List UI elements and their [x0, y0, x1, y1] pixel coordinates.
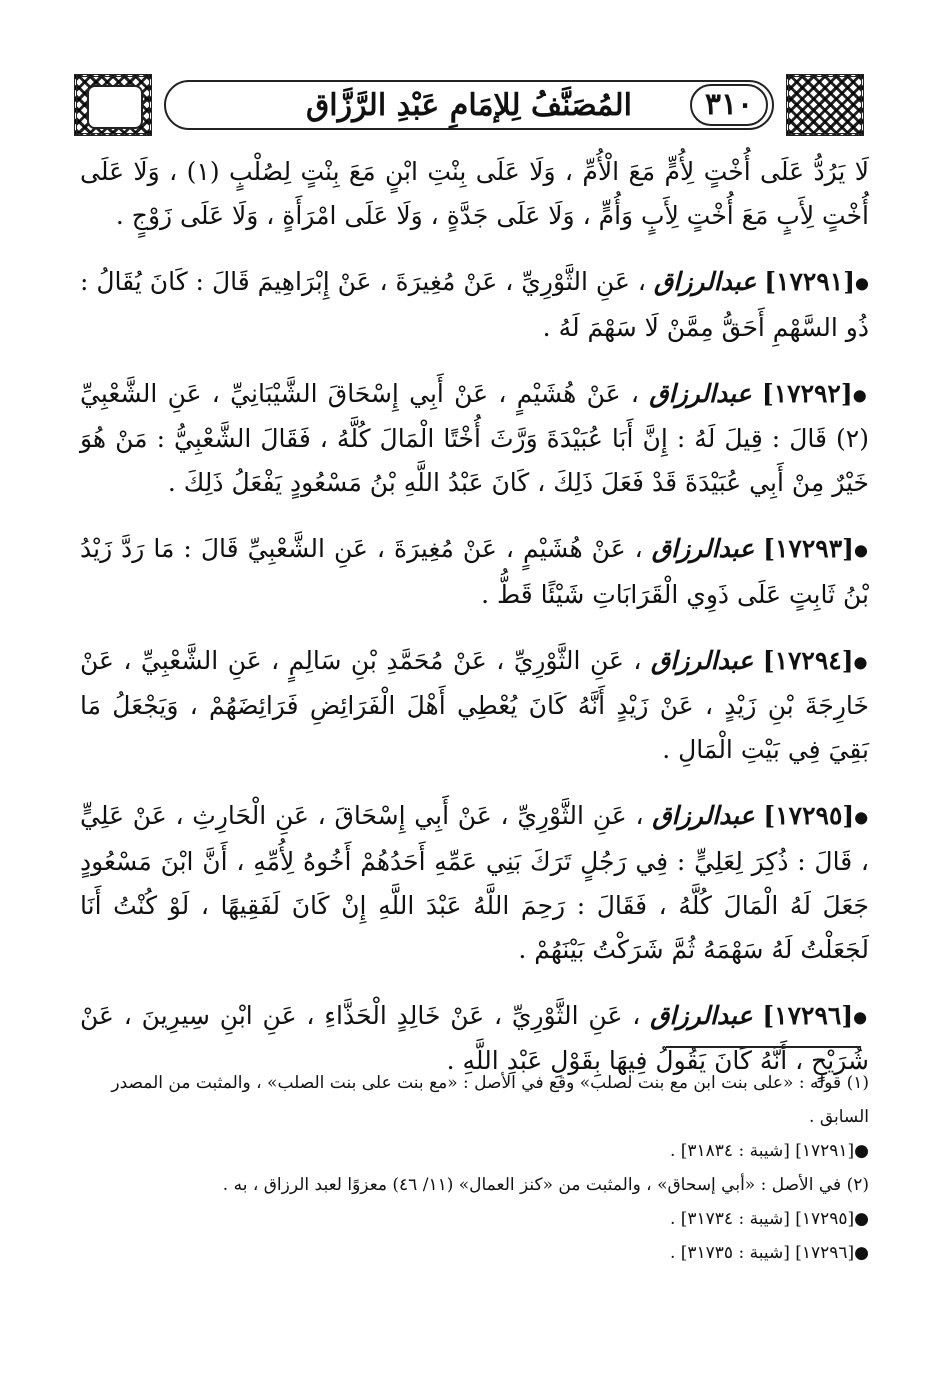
entry-number: [١٧٢٩٥]	[763, 801, 855, 830]
right-ornament	[786, 74, 864, 136]
hadith-entry	[80, 372, 869, 506]
footnote-divider	[666, 1046, 861, 1048]
hadith-entry	[80, 794, 869, 972]
footnote: ●[١٧٢٩٥] [شيبة : ٣١٧٣٤] .	[669, 1209, 869, 1229]
bullet-icon: ●	[852, 385, 869, 404]
left-ornament	[74, 74, 152, 136]
entry-author: عبدالرزاق	[651, 534, 755, 563]
hadith-entry	[80, 639, 869, 773]
main-text	[80, 150, 869, 1105]
entry-author: عبدالرزاق	[652, 801, 755, 830]
entry-number: [١٧٢٩٤]	[762, 645, 854, 675]
entry-text: ، عَنِ الثَّوْرِيِّ ، عَنْ مُغِيرَةَ ، عَنْ إِبْرَاهِيمَ قَالَ : كَانَ يُقَالُ : ذُو السَّهْمِ أَحَقُّ مِمَّنْ لَا سَهْمَ لَهُ .	[80, 267, 869, 342]
hadith-entry	[80, 527, 869, 617]
footnote: (١) قوله : «على بنت ابن مع بنت لصلب» وقع في الأصل : «مع بنت على بنت الصلب» ، والمثبت من المصدر السابق .	[111, 1073, 869, 1127]
page-number: ٣١٠	[690, 84, 768, 126]
footnote: ●[١٧٢٩٦] [شيبة : ٣١٧٣٥] .	[669, 1243, 869, 1263]
footnote: ●[١٧٢٩١] [شيبة : ٣١٨٣٤] .	[669, 1141, 869, 1161]
footnote: (٢) في الأصل : «أبي إسحاق» ، والمثبت من «كنز العمال» (١١/ ٤٦) معزوًا لعبد الرزاق ، به .	[222, 1175, 869, 1195]
entry-text: ، عَنِ الثَّوْرِيِّ ، عَنْ أَبِي إِسْحَاقَ ، عَنِ الْحَارِثِ ، عَنْ عَلِيٍّ ، قَالَ : ذُكِرَ لِعَلِيٍّ : فِي رَجُلٍ تَرَكَ بَنِي عَمِّهِ أَحَدُهُمْ أَخُوهُ لِأُمِّهِ ، أَنَّ ابْنَ مَسْعُودٍ جَعَلَ لَهُ الْمَالَ كُلَّهُ ، فَقَالَ : رَحِمَ اللَّهُ عَبْدَ اللَّهِ إِنْ كَانَ لَفَقِيهًا ، لَوْ كُنْتُ أَنَا لَجَعَلْتُ لَهُ سَهْمَهُ ثُمَّ شَرَكْتُ بَيْنَهُمْ .	[80, 801, 870, 964]
intro-paragraph: لَا يَرُدُّ عَلَى أُخْتٍ لِأُمٍّ مَعَ الْأُمِّ ، وَلَا عَلَى بِنْتِ ابْنٍ مَعَ بِنْتٍ لِصُلْبٍ (١) ، وَلَا عَلَى أُخْتٍ لِأَبٍ مَعَ أُخْتٍ لِأَبٍ وَأُمٍّ ، وَلَا عَلَى جَدَّةٍ ، وَلَا عَلَى امْرَأَةٍ ، وَلَا عَلَى زَوْجٍ .	[80, 157, 869, 230]
bullet-icon: ●	[855, 273, 870, 293]
entry-number: [١٧٢٩٢]	[761, 378, 853, 408]
entry-author: عبدالرزاق	[650, 1000, 753, 1030]
entry-number: [١٧٢٩٦]	[762, 1000, 854, 1030]
bullet-icon: ●	[853, 1007, 870, 1026]
entry-author: عبدالرزاق	[650, 645, 754, 675]
entry-text: ، عَنِ الثَّوْرِيِّ ، عَنْ مُحَمَّدِ بْنِ سَالِمٍ ، عَنِ الشَّعْبِيِّ ، عَنْ خَارِجَةَ بْنِ زَيْدٍ ، عَنْ زَيْدٍ أَنَّهُ كَانَ يُعْطِي أَهْلَ الْفَرَائِضِ فَرَائِضَهُمْ ، وَيَجْعَلُ مَا بَقِيَ فِي بَيْتِ الْمَالِ .	[80, 645, 869, 764]
entry-text: ، عَنِ الثَّوْرِيِّ ، عَنْ خَالِدٍ الْحَذَّاءِ ، عَنِ ابْنِ سِيرِينَ ، عَنْ شُرَيْحٍ ، أَنَّهُ كَانَ يَقُولُ فِيهَا بِقَوْلِ عَبْدِ اللَّهِ .	[80, 1000, 869, 1075]
entry-text: ، عَنْ هُشَيْمٍ ، عَنْ مُغِيرَةَ ، عَنِ الشَّعْبِيِّ قَالَ : مَا رَدَّ زَيْدُ بْنُ ثَابِتٍ عَلَى ذَوِي الْقَرَابَاتِ شَيْئًا قَطُّ .	[80, 534, 869, 609]
bullet-icon: ●	[853, 652, 870, 671]
ornament-logo	[87, 85, 143, 129]
running-title: المُصَنَّفُ لِلإمَامِ عَبْدِ الرَّزَّاق	[306, 87, 632, 123]
page-header	[74, 72, 864, 142]
title-frame	[164, 80, 774, 130]
entry-author: عبدالرزاق	[649, 378, 752, 408]
entry-number: [١٧٢٩٣]	[763, 534, 854, 563]
entry-text: ، عَنْ هُشَيْمٍ ، عَنْ أَبِي إِسْحَاقَ الشَّيْبَانِيِّ ، عَنِ الشَّعْبِيِّ (٢) قَالَ : قِيلَ لَهُ : إِنَّ أَبَا عُبَيْدَةَ وَرَّثَ أُخْتًا الْمَالَ كُلَّهُ ، فَقَالَ الشَّعْبِيُّ : مَنْ هُوَ خَيْرٌ مِنْ أَبِي عُبَيْدَةَ قَدْ فَعَلَ ذَلِكَ ، كَانَ عَبْدُ اللَّهِ بْنُ مَسْعُودٍ يَفْعَلُ ذَلِكَ .	[80, 378, 869, 497]
entry-author: عبدالرزاق	[653, 267, 757, 296]
hadith-entry	[80, 260, 869, 350]
bullet-icon: ●	[854, 807, 870, 827]
bullet-icon: ●	[853, 540, 870, 560]
footnotes	[80, 1066, 869, 1270]
entry-number: [١٧٢٩١]	[764, 267, 856, 296]
